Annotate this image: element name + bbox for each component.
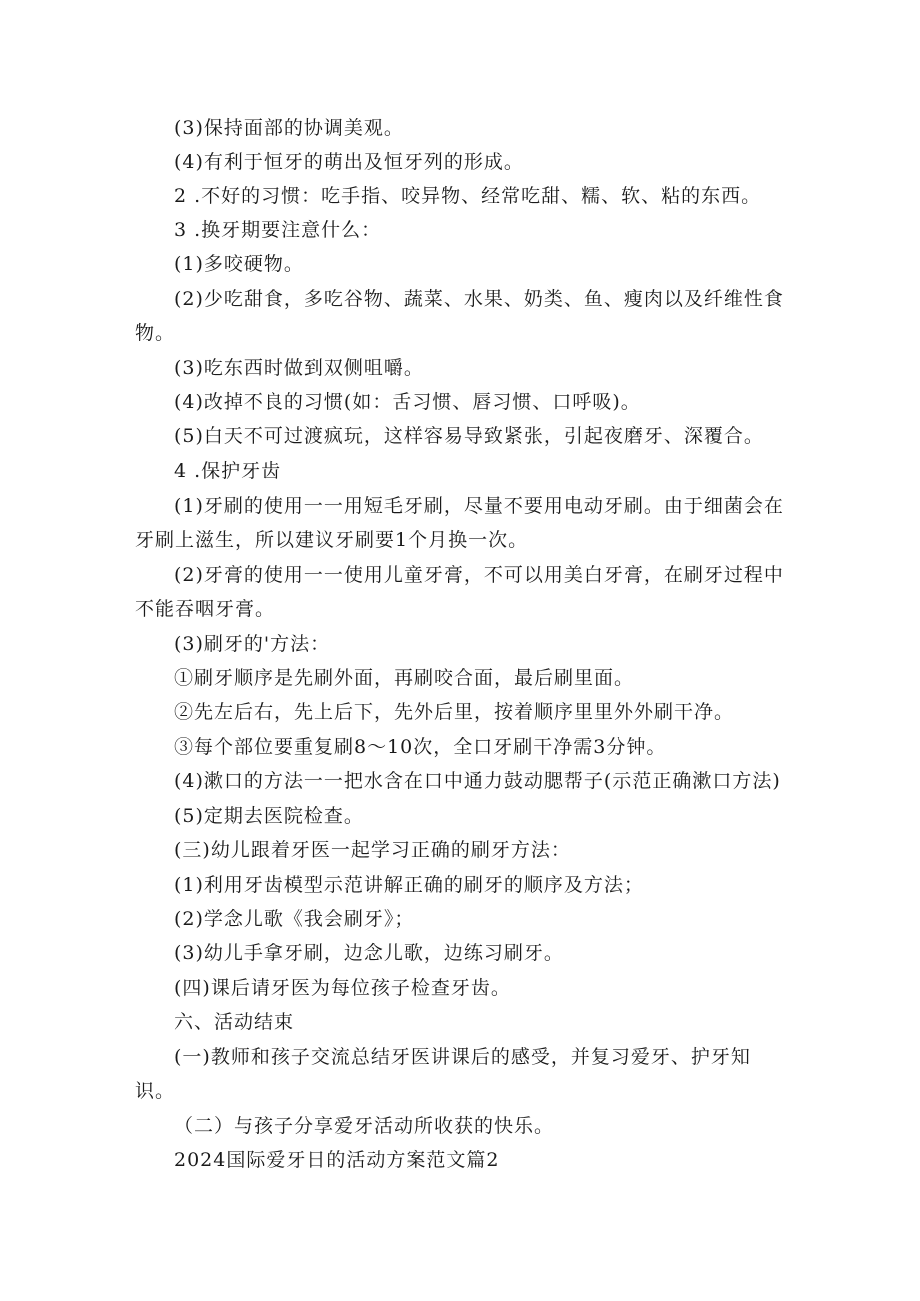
text-line: 不能吞咽牙膏。 — [135, 598, 276, 620]
section-heading: 六、活动结束 — [174, 1011, 295, 1033]
text-line: (3)保持面部的协调美观。 — [174, 117, 404, 139]
text-line: (4)改掉不良的习惯(如：舌习惯、唇习惯、口呼吸)。 — [174, 391, 641, 413]
text-line: (1)多咬硬物。 — [174, 253, 304, 275]
text-line: 物。 — [135, 322, 176, 344]
text-line: ①刷牙顺序是先刷外面，再刷咬合面，最后刷里面。 — [174, 667, 635, 689]
text-line: (5)定期去医院检查。 — [174, 805, 364, 827]
text-line: (一)教师和孩子交流总结牙医讲课后的感受，并复习爱牙、护牙知 — [174, 1046, 751, 1068]
text-line: （二）与孩子分享爱牙活动所收获的快乐。 — [174, 1115, 555, 1137]
text-line: (四)课后请牙医为每位孩子检查牙齿。 — [174, 977, 511, 999]
text-line: ②先左后右，先上后下，先外后里，按着顺序里里外外刷干净。 — [174, 701, 735, 723]
text-line: 2 .不好的习惯：吃手指、咬异物、经常吃甜、糯、软、粘的东西。 — [174, 185, 762, 207]
text-line: (5)白天不可过渡疯玩，这样容易导致紧张，引起夜磨牙、深覆合。 — [174, 425, 764, 447]
text-line: (2)学念儿歌《我会刷牙》； — [174, 908, 415, 930]
text-line: (1)牙刷的使用一一用短毛牙刷，尽量不要用电动牙刷。由于细菌会在 — [174, 495, 784, 517]
document-title: 2024国际爱牙日的活动方案范文篇2 — [174, 1149, 500, 1171]
text-line: (三)幼儿跟着牙医一起学习正确的刷牙方法： — [174, 839, 571, 861]
text-line: 4 .保护牙齿 — [174, 460, 282, 482]
text-line: 识。 — [135, 1080, 176, 1102]
text-line: ③每个部位要重复刷8〜10次，全口牙刷干净需3分钟。 — [174, 736, 667, 758]
text-line: (3)刷牙的'方法： — [174, 633, 331, 655]
text-line: (2)少吃甜食，多吃谷物、蔬菜、水果、奶类、鱼、瘦肉以及纤维性食 — [174, 288, 784, 310]
text-line: 3 .换牙期要注意什么： — [174, 219, 382, 241]
text-line: (4)漱口的方法一一把水含在口中通力鼓动腮帮子(示范正确漱口方法) — [174, 770, 781, 792]
text-line: (1)利用牙齿模型示范讲解正确的刷牙的顺序及方法； — [174, 874, 644, 896]
text-line: (3)幼儿手拿牙刷，边念儿歌，边练习刷牙。 — [174, 942, 564, 964]
text-line: (3)吃东西时做到双侧咀嚼。 — [174, 357, 424, 379]
text-line: 牙刷上滋生，所以建议牙刷要1个月换一次。 — [135, 529, 529, 551]
text-line: (2)牙膏的使用一一使用儿童牙膏，不可以用美白牙膏，在刷牙过程中 — [174, 564, 784, 586]
text-line: (4)有利于恒牙的萌出及恒牙列的形成。 — [174, 151, 524, 173]
